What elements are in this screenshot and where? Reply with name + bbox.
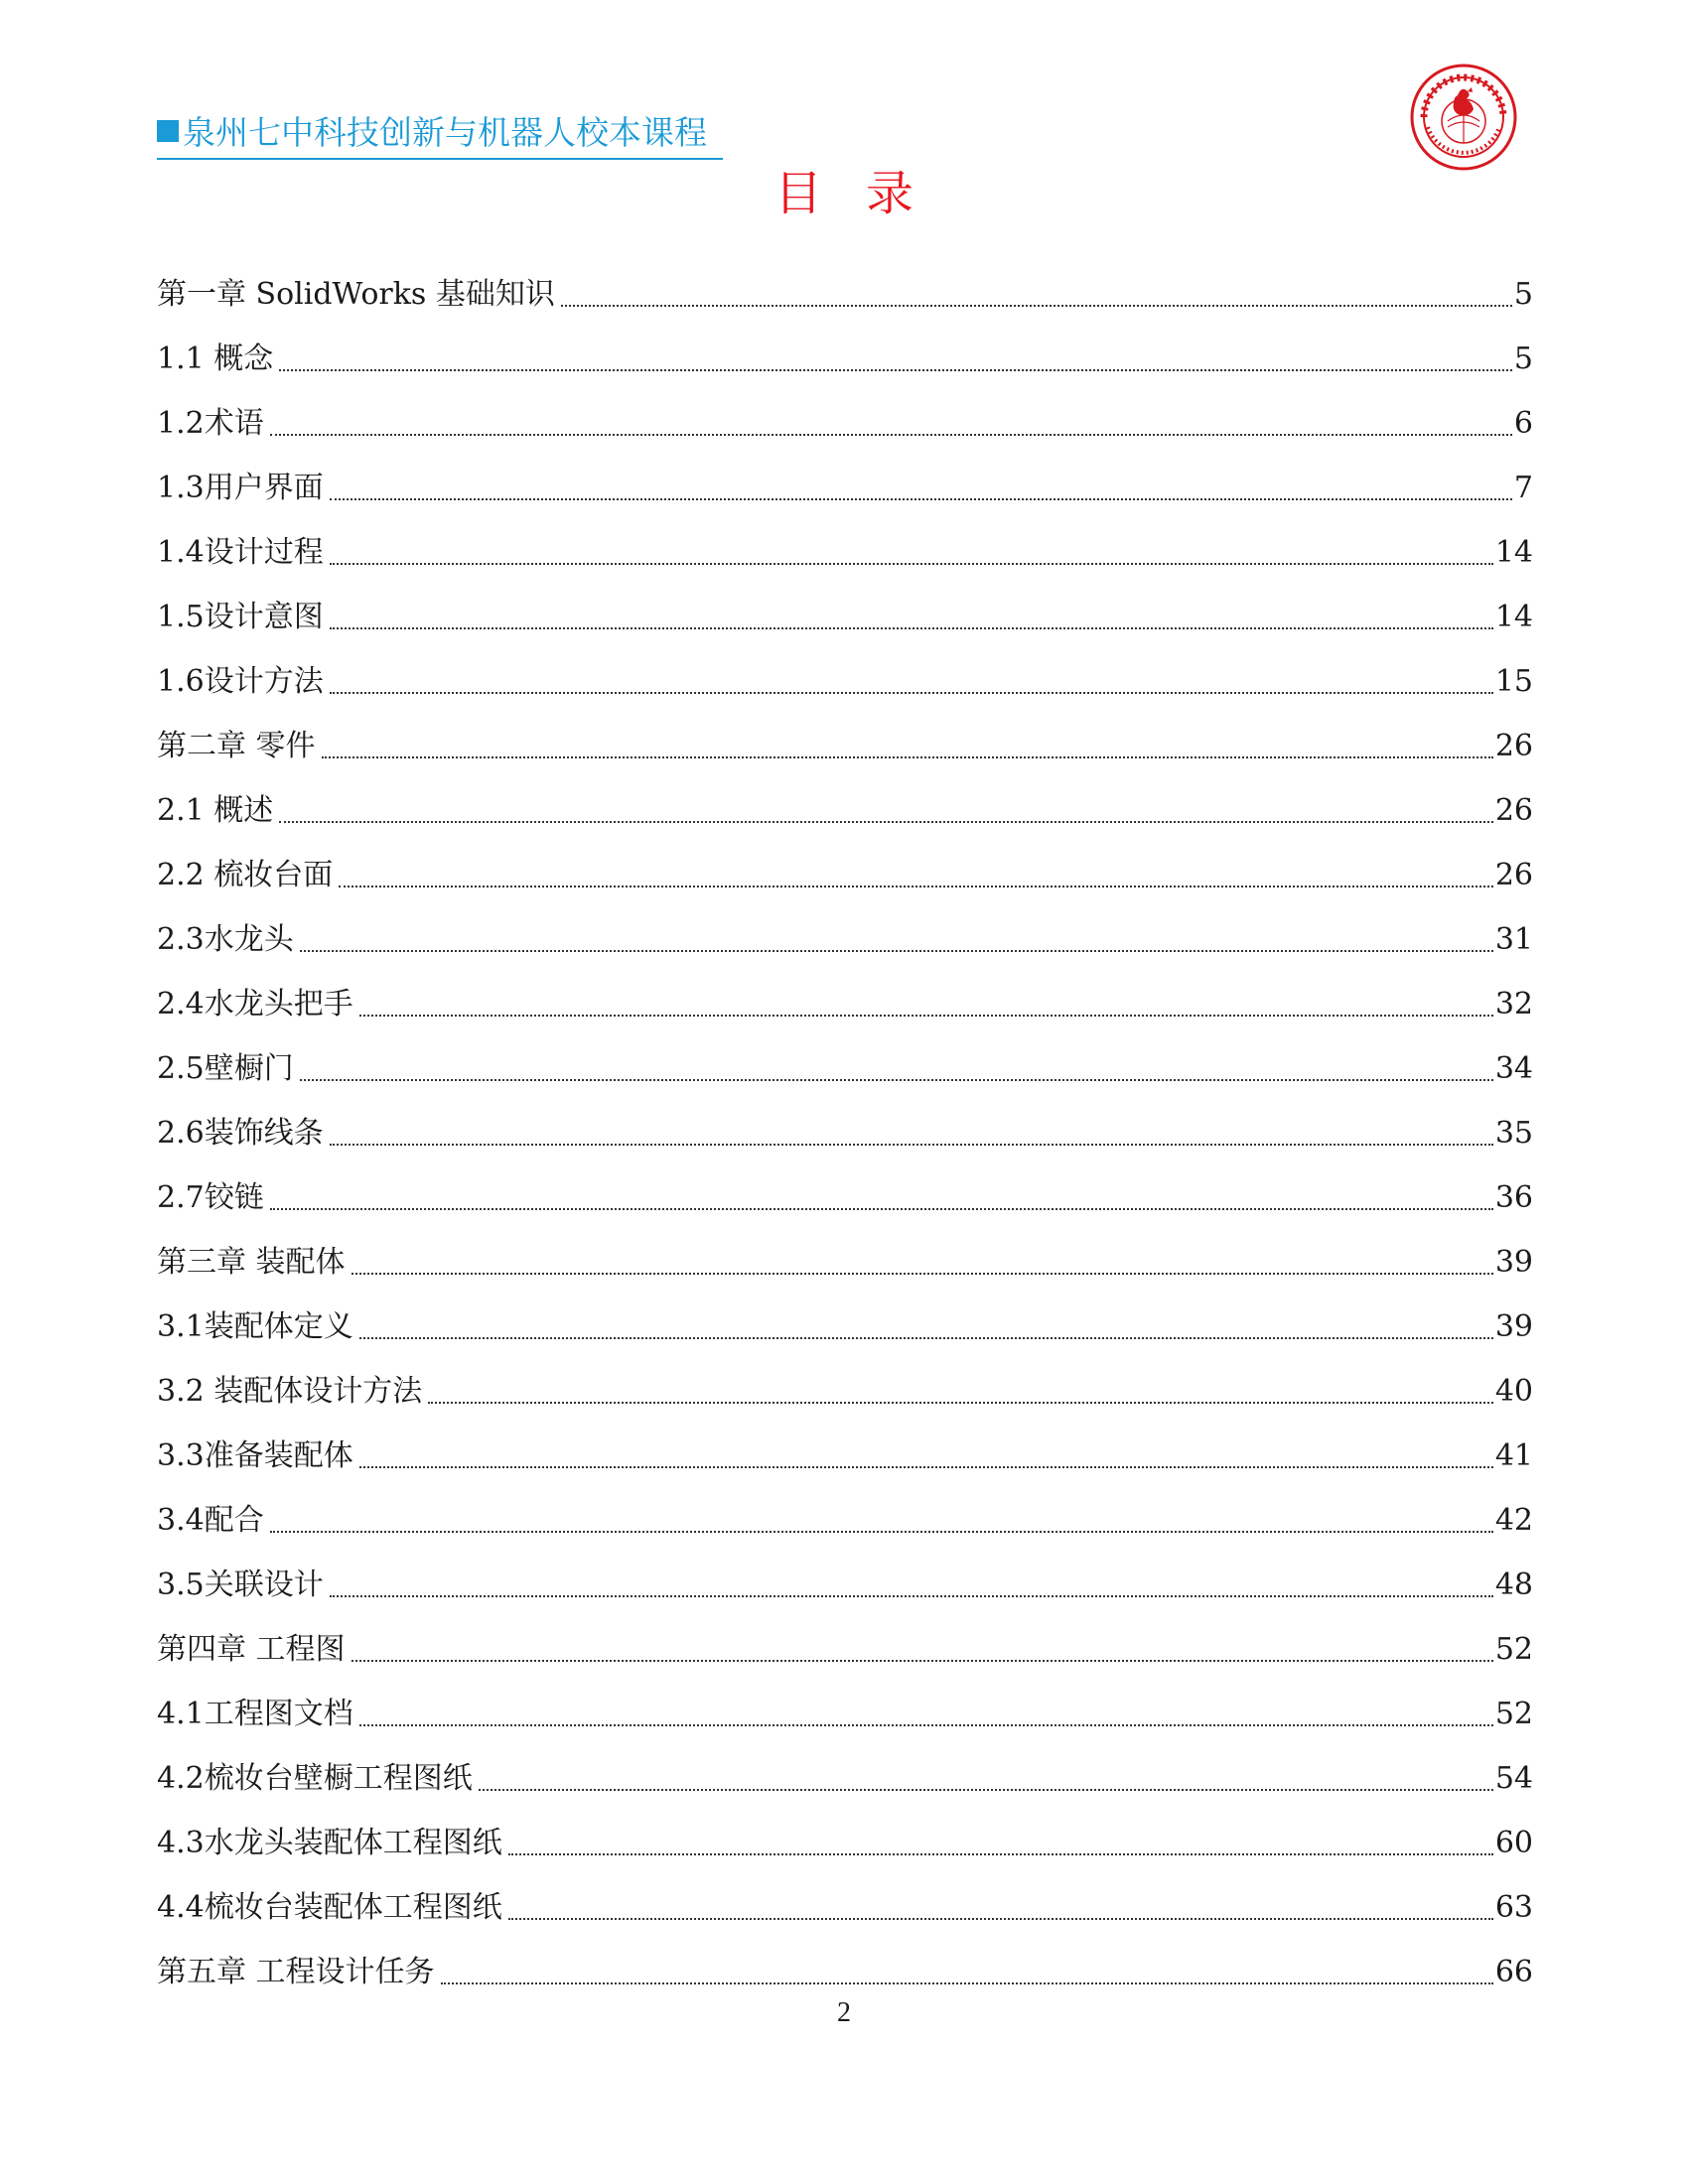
toc-entry-label: 4.2梳妆台壁橱工程图纸	[157, 1761, 473, 1796]
toc-dot-leader	[359, 1466, 1493, 1468]
toc-entry[interactable]	[157, 1156, 1533, 1220]
toc-entry-page: 52	[1494, 1632, 1533, 1667]
toc-entry-label: 4.4梳妆台装配体工程图纸	[157, 1890, 502, 1925]
toc-entry[interactable]	[157, 1478, 1533, 1543]
toc-entry-label: 第四章 工程图	[157, 1632, 346, 1667]
toc-entry-page: 52	[1494, 1697, 1533, 1731]
toc-dot-leader	[270, 434, 1512, 436]
toc-entry-page: 5	[1513, 277, 1533, 312]
toc-entry[interactable]	[157, 1220, 1533, 1285]
toc-entry-page: 42	[1494, 1503, 1533, 1538]
toc-entry[interactable]	[157, 768, 1533, 833]
toc-entry[interactable]	[157, 897, 1533, 962]
toc-entry-label: 第五章 工程设计任务	[157, 1955, 435, 1989]
toc-dot-leader	[279, 821, 1493, 823]
toc-dot-leader	[508, 1853, 1493, 1855]
toc-entry-label: 第三章 装配体	[157, 1245, 346, 1280]
page-number: 2	[837, 1997, 851, 2028]
toc-entry-label: 4.3水龙头装配体工程图纸	[157, 1826, 502, 1860]
toc-entry[interactable]	[157, 1091, 1533, 1156]
toc-entry[interactable]	[157, 252, 1533, 317]
toc-entry-label: 2.2 梳妆台面	[157, 858, 334, 892]
running-header	[157, 111, 723, 160]
toc-entry[interactable]	[157, 639, 1533, 704]
toc-entry-page: 5	[1513, 341, 1533, 376]
toc-entry-label: 1.6设计方法	[157, 664, 324, 699]
toc-entry-label: 3.4配合	[157, 1503, 264, 1538]
toc-entry-label: 1.1 概念	[157, 341, 274, 376]
toc-entry-label: 2.3水龙头	[157, 922, 294, 957]
toc-entry-label: 2.5壁橱门	[157, 1051, 294, 1086]
toc-entry[interactable]	[157, 1349, 1533, 1414]
table-of-contents	[157, 252, 1533, 1994]
toc-entry[interactable]	[157, 1672, 1533, 1736]
toc-dot-leader	[330, 1144, 1493, 1146]
toc-entry-page: 7	[1513, 471, 1533, 505]
toc-entry-page: 6	[1513, 406, 1533, 441]
toc-entry[interactable]	[157, 510, 1533, 575]
toc-entry-label: 1.2术语	[157, 406, 264, 441]
toc-entry[interactable]	[157, 833, 1533, 897]
toc-entry[interactable]	[157, 704, 1533, 768]
toc-dot-leader	[270, 1531, 1493, 1533]
toc-entry[interactable]	[157, 575, 1533, 639]
toc-entry-page: 35	[1494, 1116, 1533, 1151]
toc-entry[interactable]	[157, 1801, 1533, 1865]
toc-entry-label: 4.1工程图文档	[157, 1697, 353, 1731]
toc-entry-label: 2.4水龙头把手	[157, 987, 353, 1022]
toc-entry[interactable]	[157, 1736, 1533, 1801]
toc-entry[interactable]	[157, 317, 1533, 381]
toc-entry[interactable]	[157, 1543, 1533, 1607]
toc-entry-page: 34	[1494, 1051, 1533, 1086]
toc-entry-page: 66	[1494, 1955, 1533, 1989]
toc-entry[interactable]	[157, 1607, 1533, 1672]
toc-entry-page: 15	[1494, 664, 1533, 699]
toc-entry[interactable]	[157, 1026, 1533, 1091]
toc-entry-page: 32	[1494, 987, 1533, 1022]
toc-dot-leader	[352, 1273, 1493, 1275]
toc-entry[interactable]	[157, 1285, 1533, 1349]
toc-entry-page: 39	[1494, 1245, 1533, 1280]
header-square-icon	[157, 120, 179, 142]
toc-dot-leader	[339, 886, 1493, 887]
toc-entry-page: 40	[1494, 1374, 1533, 1409]
toc-dot-leader	[428, 1402, 1493, 1404]
toc-dot-leader	[279, 369, 1512, 371]
toc-entry-page: 26	[1494, 858, 1533, 892]
toc-entry-label: 3.3准备装配体	[157, 1438, 353, 1473]
toc-entry-page: 63	[1494, 1890, 1533, 1925]
header-title: 泉州七中科技创新与机器人校本课程	[183, 113, 707, 152]
toc-entry-page: 26	[1494, 729, 1533, 763]
toc-dot-leader	[322, 756, 1493, 758]
toc-entry-page: 39	[1494, 1309, 1533, 1344]
toc-dot-leader	[508, 1918, 1493, 1920]
toc-entry-page: 26	[1494, 793, 1533, 828]
toc-entry-label: 第一章 SolidWorks 基础知识	[157, 277, 555, 312]
toc-dot-leader	[330, 692, 1493, 694]
toc-dot-leader	[330, 627, 1493, 629]
toc-entry-label: 3.5关联设计	[157, 1568, 324, 1602]
page-title: 目录	[774, 166, 957, 221]
toc-entry-page: 60	[1494, 1826, 1533, 1860]
toc-entry-page: 14	[1494, 535, 1533, 570]
toc-entry-label: 第二章 零件	[157, 729, 316, 763]
toc-entry[interactable]	[157, 1414, 1533, 1478]
toc-dot-leader	[300, 1079, 1493, 1081]
toc-dot-leader	[330, 498, 1512, 500]
toc-entry-page: 54	[1494, 1761, 1533, 1796]
toc-entry-page: 14	[1494, 600, 1533, 634]
toc-entry[interactable]	[157, 962, 1533, 1026]
toc-dot-leader	[479, 1789, 1493, 1791]
toc-entry-label: 1.5设计意图	[157, 600, 324, 634]
toc-entry-label: 3.1装配体定义	[157, 1309, 353, 1344]
toc-dot-leader	[561, 305, 1512, 307]
school-emblem-icon	[1408, 62, 1519, 173]
toc-entry[interactable]	[157, 1930, 1533, 1994]
toc-entry-label: 2.6装饰线条	[157, 1116, 324, 1151]
toc-dot-leader	[441, 1982, 1493, 1984]
toc-dot-leader	[359, 1337, 1493, 1339]
toc-entry-label: 3.2 装配体设计方法	[157, 1374, 423, 1409]
toc-dot-leader	[359, 1015, 1493, 1017]
toc-entry[interactable]	[157, 446, 1533, 510]
toc-entry[interactable]	[157, 381, 1533, 446]
toc-dot-leader	[300, 950, 1493, 952]
toc-entry[interactable]	[157, 1865, 1533, 1930]
toc-dot-leader	[330, 1595, 1493, 1597]
toc-entry-page: 31	[1494, 922, 1533, 957]
toc-entry-label: 1.4设计过程	[157, 535, 324, 570]
toc-entry-label: 2.1 概述	[157, 793, 274, 828]
toc-dot-leader	[352, 1660, 1493, 1662]
toc-entry-page: 36	[1494, 1180, 1533, 1215]
toc-dot-leader	[359, 1724, 1493, 1726]
header-text	[157, 113, 707, 152]
toc-entry-page: 48	[1494, 1568, 1533, 1602]
toc-entry-label: 2.7铰链	[157, 1180, 264, 1215]
toc-dot-leader	[270, 1208, 1493, 1210]
toc-entry-label: 1.3用户界面	[157, 471, 324, 505]
toc-entry-page: 41	[1494, 1438, 1533, 1473]
toc-dot-leader	[330, 563, 1493, 565]
